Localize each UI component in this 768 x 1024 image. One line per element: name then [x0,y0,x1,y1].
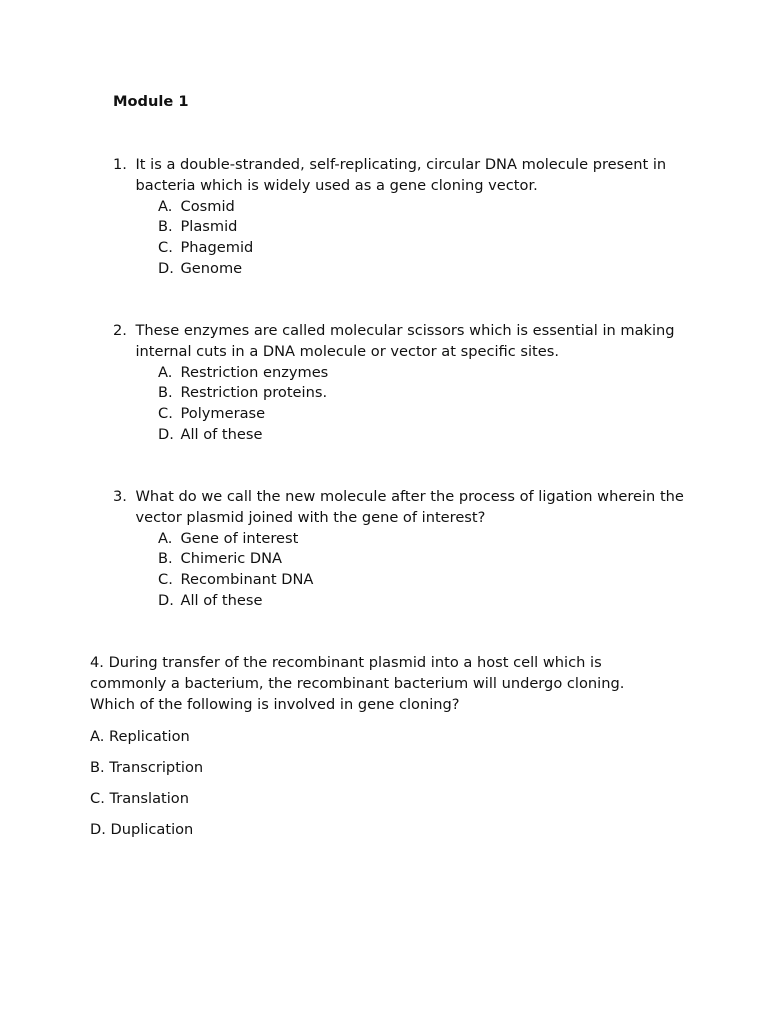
option-text: Restriction proteins. [180,384,328,402]
option-c [113,570,693,591]
option-letter: C. [158,571,173,589]
option-list [113,363,693,446]
option-c [113,238,693,259]
option-b [113,549,693,570]
question-text: These enzymes are called molecular scissors which is essential in making internal cuts in a DNA molecule or vector at specific sites. [135,322,675,360]
question-1 [113,155,693,280]
option-letter: A. [158,197,173,215]
option-letter: C. [158,239,173,257]
option-c [113,404,693,425]
question-4-option-b: B. Transcription [90,759,204,776]
question-4-option-d: D. Duplication [90,821,194,838]
option-letter: B. [158,218,173,236]
option-a [113,363,693,384]
option-a [113,529,693,550]
question-number: 1. [113,156,127,173]
question-2 [113,321,693,446]
option-text: Gene of interest [180,529,299,547]
question-4 [90,653,670,715]
option-letter: A. [158,529,173,547]
option-text: Chimeric DNA [180,550,283,568]
option-letter: D. [158,259,174,277]
option-b [113,383,693,404]
option-text: Polymerase [180,405,266,423]
option-text: Cosmid [180,197,235,215]
question-4-option-a: A. Replication [90,728,190,745]
module-title: Module 1 [113,93,189,110]
option-text: Plasmid [180,218,238,236]
option-letter: B. [158,384,173,402]
option-d [113,425,693,446]
question-number: 3. [113,488,127,505]
question-3 [113,487,693,612]
question-text: 4. During transfer of the recombinant plasmid into a host cell which is commonly a bacterium, the recombinant bacterium will undergo cloning. Which of the following is involved in gene cloning? [90,654,625,713]
option-letter: D. [158,425,174,443]
option-letter: C. [158,405,173,423]
option-list [113,197,693,280]
option-text: Genome [180,259,243,277]
question-number: 2. [113,322,127,339]
option-text: Phagemid [180,239,254,257]
option-a [113,197,693,218]
question-text: What do we call the new molecule after the process of ligation wherein the vector plasmid joined with the gene of interest? [135,488,684,526]
option-text: Restriction enzymes [180,363,329,381]
option-letter: A. [158,363,173,381]
option-d [113,591,693,612]
option-letter: D. [158,591,174,609]
option-text: Recombinant DNA [180,571,314,589]
option-letter: B. [158,550,173,568]
option-text: All of these [180,425,263,443]
question-text: It is a double-stranded, self-replicating, circular DNA molecule present in bacteria which is widely used as a gene cloning vector. [135,156,667,194]
option-b [113,217,693,238]
option-list [113,529,693,612]
option-text: All of these [180,591,263,609]
question-4-option-c: C. Translation [90,790,189,807]
option-d [113,259,693,280]
